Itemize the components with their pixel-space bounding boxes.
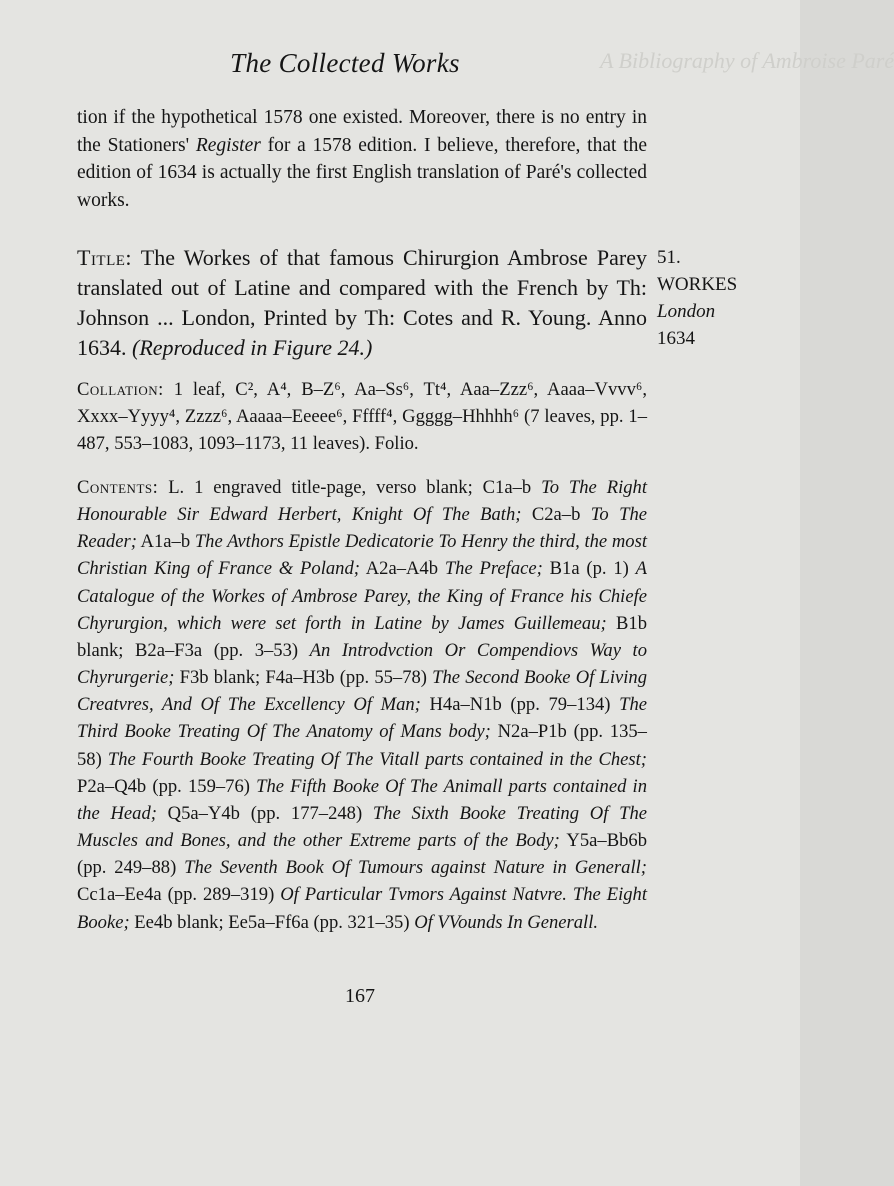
contents-segment: B1b blank; B2a–F3a (pp. 3–53)	[77, 612, 647, 661]
intro-text-register: Register	[195, 134, 261, 156]
collation-entry	[77, 376, 647, 457]
contents-segment: Of VVounds In Generall.	[414, 911, 599, 933]
contents-segment: Of Particular Tvmors Against Natvre. The Eight Booke;	[77, 884, 647, 933]
intro-text-c: for a 1578 edition. I believe, therefore, that the edition of 1634 is actually the first English translation of Paré's collected works.	[77, 134, 648, 211]
entry-short-title: WORKES	[657, 274, 738, 295]
contents-segment: The Avthors Epistle Dedicatorie To Henry the third, the most Christian King of France & Poland;	[77, 531, 648, 580]
contents-segment: Y5a–Bb6b (pp. 249–88)	[77, 830, 648, 879]
title-label: Title:	[77, 245, 133, 270]
title-entry	[77, 243, 647, 363]
contents-segment: N2a–P1b (pp. 135–58)	[77, 721, 647, 770]
collation-label: Collation:	[77, 379, 164, 400]
contents-segment: The Fourth Booke Treating Of The Vitall parts contained in the Chest;	[107, 748, 647, 770]
contents-segment: The Fifth Booke Of The Animall parts contained in the Head;	[77, 775, 648, 824]
bleed-through-text: A Bibliography of Ambroise Paré	[600, 48, 894, 73]
contents-segment: Q5a–Y4b (pp. 177–248)	[156, 802, 373, 824]
intro-text-a: tion if the hypothetical 1578 one existed. Moreover, there is no entry in the Stationers'	[77, 107, 647, 156]
contents-segment: H4a–N1b (pp. 79–134)	[420, 694, 620, 716]
contents-segment: To The Reader;	[77, 504, 648, 553]
contents-segment: P2a–Q4b (pp. 159–76)	[77, 775, 257, 797]
contents-label: Contents:	[77, 477, 159, 498]
contents-segment: Ee4b blank; Ee5a–Ff6a (pp. 321–35)	[129, 911, 415, 933]
contents-segment: C2a–b	[521, 504, 591, 526]
contents-segment: The Sixth Booke Treating Of The Muscles and Bones, and the other Extreme parts of the Body;	[77, 802, 647, 852]
entry-year: 1634	[657, 328, 695, 349]
collation-text: 1 leaf, C², A⁴, B–Z⁶, Aa–Ss⁶, Tt⁴, Aaa–Zzz⁶, Aaaa–Vvvv⁶, Xxxx–Yyyy⁴, Zzzz⁶, Aaaaa–Eeeee⁶, Fffff⁴, Ggggg–Hhhhh⁶ (7 leaves, pp. 1–487, 553–1083, 1093–1173, 11 leaves). Folio.	[77, 379, 647, 454]
contents-segment: L. 1 engraved title-page, verso blank; C1a–b	[158, 477, 542, 498]
contents-segment: The Preface;	[444, 558, 543, 580]
contents-entry	[77, 474, 647, 936]
intro-paragraph	[77, 104, 647, 214]
contents-segment: Cc1a–Ee4a (pp. 289–319)	[77, 884, 281, 906]
contents-segment: An Introdvction Or Compendiovs Way to Chyrurgerie;	[77, 639, 647, 689]
contents-segment: To The Right Honourable Sir Edward Herbert, Knight Of The Bath;	[77, 477, 647, 526]
entry-place: London	[657, 301, 716, 322]
running-head: The Collected Works	[230, 48, 460, 78]
contents-segment: The Second Booke Of Living Creatvres, And Of The Excellency Of Man;	[77, 667, 647, 716]
contents-segment: F3b blank; F4a–H3b (pp. 55–78)	[174, 667, 433, 689]
entry-number: 51.	[657, 247, 681, 268]
contents-segment: B1a (p. 1)	[542, 558, 636, 580]
page-number: 167	[345, 985, 375, 1007]
contents-segment: A2a–A4b	[359, 558, 445, 580]
title-figure-note: (Reproduced in Figure 24.)	[132, 335, 373, 360]
contents-segment: The Seventh Book Of Tumours against Nature in Generall;	[184, 857, 647, 879]
contents-segment: A1a–b	[136, 531, 195, 553]
contents-segment: The Third Booke Treating Of The Anatomy of Mans body;	[77, 694, 647, 743]
margin-note	[657, 244, 767, 352]
contents-segment: A Catalogue of the Workes of Ambrose Parey, the King of France his Chiefe Chyrurgion, which were set forth in Latine by James Guillemeau;	[77, 558, 647, 634]
title-text: The Workes of that famous Chirurgion Ambrose Parey translated out of Latine and compared with the French by Th: Johnson ... London, Printed by Th: Cotes and R. Young. Anno 1634.	[77, 245, 647, 360]
